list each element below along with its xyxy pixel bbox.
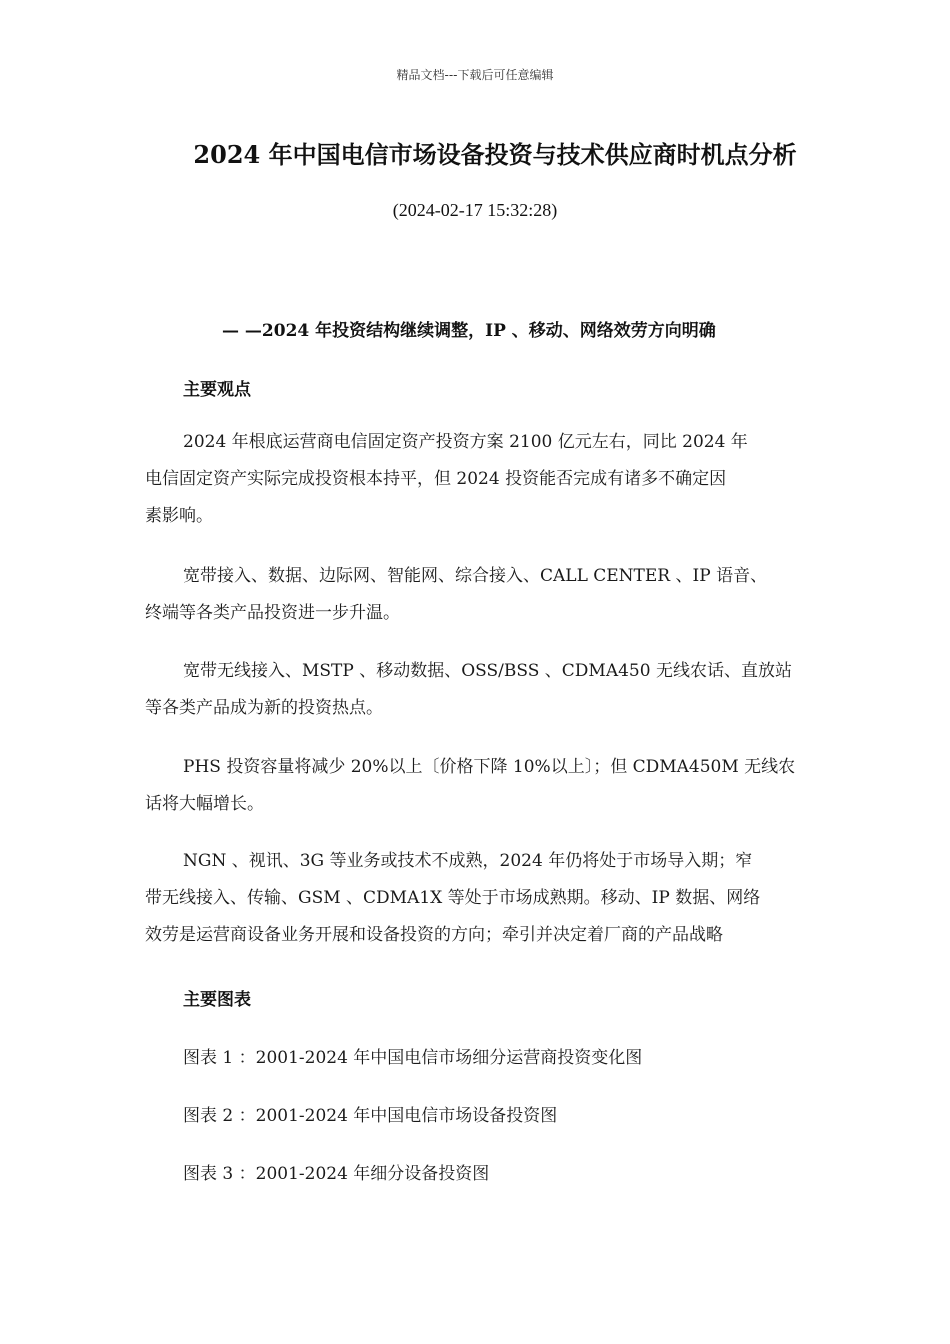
paragraph-line: 带无线接入、传输、GSM 、CDMA1X 等处于市场成熟期。移动、IP 数据、网络: [145, 888, 761, 908]
document-subtitle: — —2024 年投资结构继续调整，IP 、移动、网络效劳方向明确: [222, 321, 716, 341]
figure-list-item: 图表 1 ：2001-2024 年中国电信市场细分运营商投资变化图: [183, 1048, 643, 1068]
document-date: (2024-02-17 15:32:28): [392, 200, 558, 220]
paragraph-line: 效劳是运营商设备业务开展和设备投资的方向；牵引并决定着厂商的产品战略: [145, 925, 723, 945]
paragraph-line: PHS 投资容量将减少 20%以上〔价格下降 10%以上〕；但 CDMA450M 无线农: [183, 757, 796, 777]
section-heading-views: 主要观点: [183, 380, 251, 400]
paragraph-line: 终端等各类产品投资进一步升温。: [145, 603, 400, 623]
paragraph-line: 宽带无线接入、MSTP 、移动数据、OSS/BSS 、CDMA450 无线农话、直放站: [183, 661, 792, 681]
document-title: 2024 年中国电信市场设备投资与技术供应商时机点分析: [193, 140, 797, 169]
figure-list-item: 图表 3 ：2001-2024 年细分设备投资图: [183, 1164, 490, 1184]
paragraph-line: NGN 、视讯、3G 等业务或技术不成熟，2024 年仍将处于市场导入期；窄: [183, 851, 753, 871]
section-heading-charts: 主要图表: [183, 990, 251, 1010]
paragraph-1: [145, 424, 805, 535]
figure-list-item: 图表 2 ：2001-2024 年中国电信市场设备投资图: [183, 1106, 558, 1126]
paragraph-3: [145, 653, 805, 727]
header-note: 精品文档---下载后可任意编辑: [396, 68, 554, 82]
paragraph-line: 宽带接入、数据、边际网、智能网、综合接入、CALL CENTER 、IP 语音、: [183, 566, 768, 586]
paragraph-line: 2024 年根底运营商电信固定资产投资方案 2100 亿元左右，同比 2024 年: [183, 432, 748, 452]
paragraph-line: 电信固定资产实际完成投资根本持平，但 2024 投资能否完成有诸多不确定因: [145, 469, 727, 489]
paragraph-line: 等各类产品成为新的投资热点。: [145, 698, 383, 718]
paragraph-4: [145, 749, 805, 823]
paragraph-2: [145, 558, 805, 632]
paragraph-line: 话将大幅增长。: [145, 794, 264, 814]
paragraph-5: [145, 843, 805, 954]
paragraph-line: 素影响。: [145, 506, 213, 526]
